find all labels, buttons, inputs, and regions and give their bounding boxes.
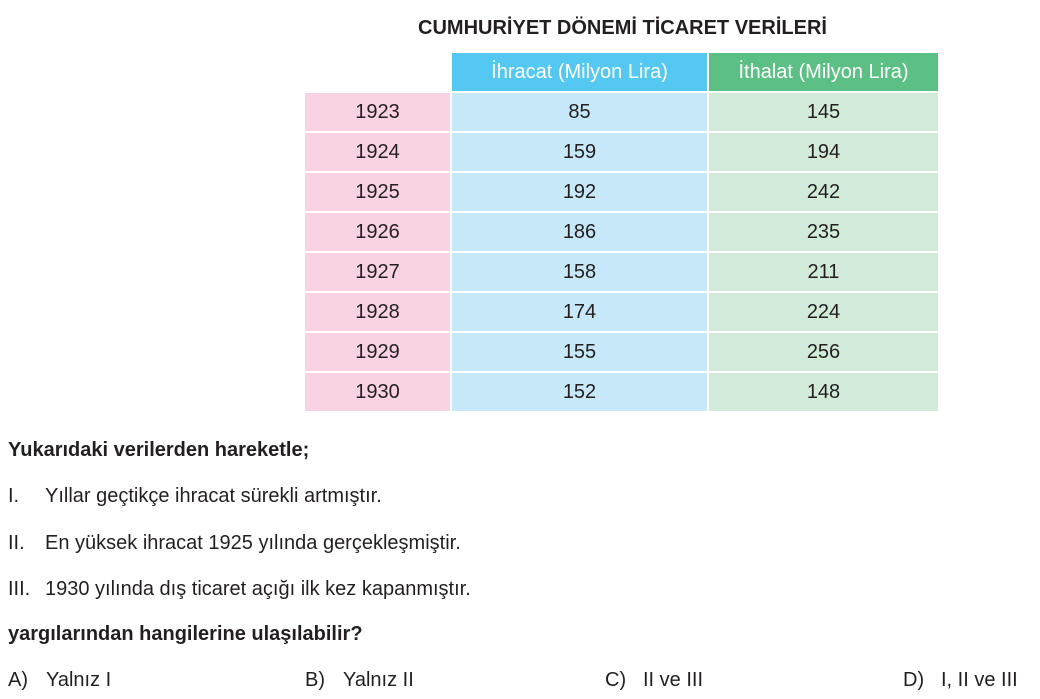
option-letter: C) <box>605 669 627 691</box>
export-cell: 85 <box>452 93 707 133</box>
year-cell: 1928 <box>305 293 450 333</box>
option-letter: D) <box>903 669 925 691</box>
option-a[interactable] <box>8 667 111 693</box>
export-cell: 155 <box>452 333 707 373</box>
table-title: CUMHURİYET DÖNEMİ TİCARET VERİLERİ <box>418 17 827 39</box>
import-cell: 211 <box>709 253 938 293</box>
year-cell: 1925 <box>305 173 450 213</box>
table-row <box>305 93 938 133</box>
import-cell: 194 <box>709 133 938 173</box>
statement-3 <box>8 576 471 602</box>
statement-2 <box>8 530 461 556</box>
export-cell: 152 <box>452 373 707 413</box>
option-text: Yalnız I <box>46 669 112 691</box>
option-text: I, II ve III <box>941 669 1018 691</box>
year-column-header <box>305 53 450 93</box>
statement-text: 1930 yılında dış ticaret açığı ilk kez kapanmıştır. <box>45 578 471 600</box>
option-letter: B) <box>305 669 325 691</box>
statement-number: II. <box>8 532 25 554</box>
year-cell: 1927 <box>305 253 450 293</box>
year-cell: 1929 <box>305 333 450 373</box>
option-text: II ve III <box>643 669 704 691</box>
statement-number: I. <box>8 485 20 507</box>
year-cell: 1926 <box>305 213 450 253</box>
table-header-row <box>305 53 938 93</box>
export-cell: 174 <box>452 293 707 333</box>
statement-1 <box>8 483 382 509</box>
year-cell: 1930 <box>305 373 450 413</box>
option-text: Yalnız II <box>343 669 414 691</box>
import-cell: 235 <box>709 213 938 253</box>
import-cell: 145 <box>709 93 938 133</box>
statement-text: En yüksek ihracat 1925 yılında gerçekleşmiştir. <box>45 532 461 554</box>
export-cell: 159 <box>452 133 707 173</box>
table-row <box>305 373 938 413</box>
table-row <box>305 333 938 373</box>
table-row <box>305 293 938 333</box>
import-cell: 224 <box>709 293 938 333</box>
table-row <box>305 133 938 173</box>
year-cell: 1924 <box>305 133 450 173</box>
export-column-header: İhracat (Milyon Lira) <box>452 53 707 93</box>
statement-text: Yıllar geçtikçe ihracat sürekli artmıştır. <box>45 485 382 507</box>
question-prompt: yargılarından hangilerine ulaşılabilir? <box>8 623 363 645</box>
table-row <box>305 213 938 253</box>
table-row <box>305 253 938 293</box>
import-cell: 148 <box>709 373 938 413</box>
year-cell: 1923 <box>305 93 450 133</box>
option-d[interactable] <box>903 667 1018 693</box>
option-letter: A) <box>8 669 28 691</box>
statement-number: III. <box>8 578 31 600</box>
export-cell: 192 <box>452 173 707 213</box>
option-c[interactable] <box>605 667 703 693</box>
question-intro: Yukarıdaki verilerden hareketle; <box>8 439 310 461</box>
trade-data-table <box>303 53 940 413</box>
export-cell: 158 <box>452 253 707 293</box>
import-cell: 242 <box>709 173 938 213</box>
table-row <box>305 173 938 213</box>
import-column-header: İthalat (Milyon Lira) <box>709 53 938 93</box>
export-cell: 186 <box>452 213 707 253</box>
import-cell: 256 <box>709 333 938 373</box>
option-b[interactable] <box>305 667 414 693</box>
